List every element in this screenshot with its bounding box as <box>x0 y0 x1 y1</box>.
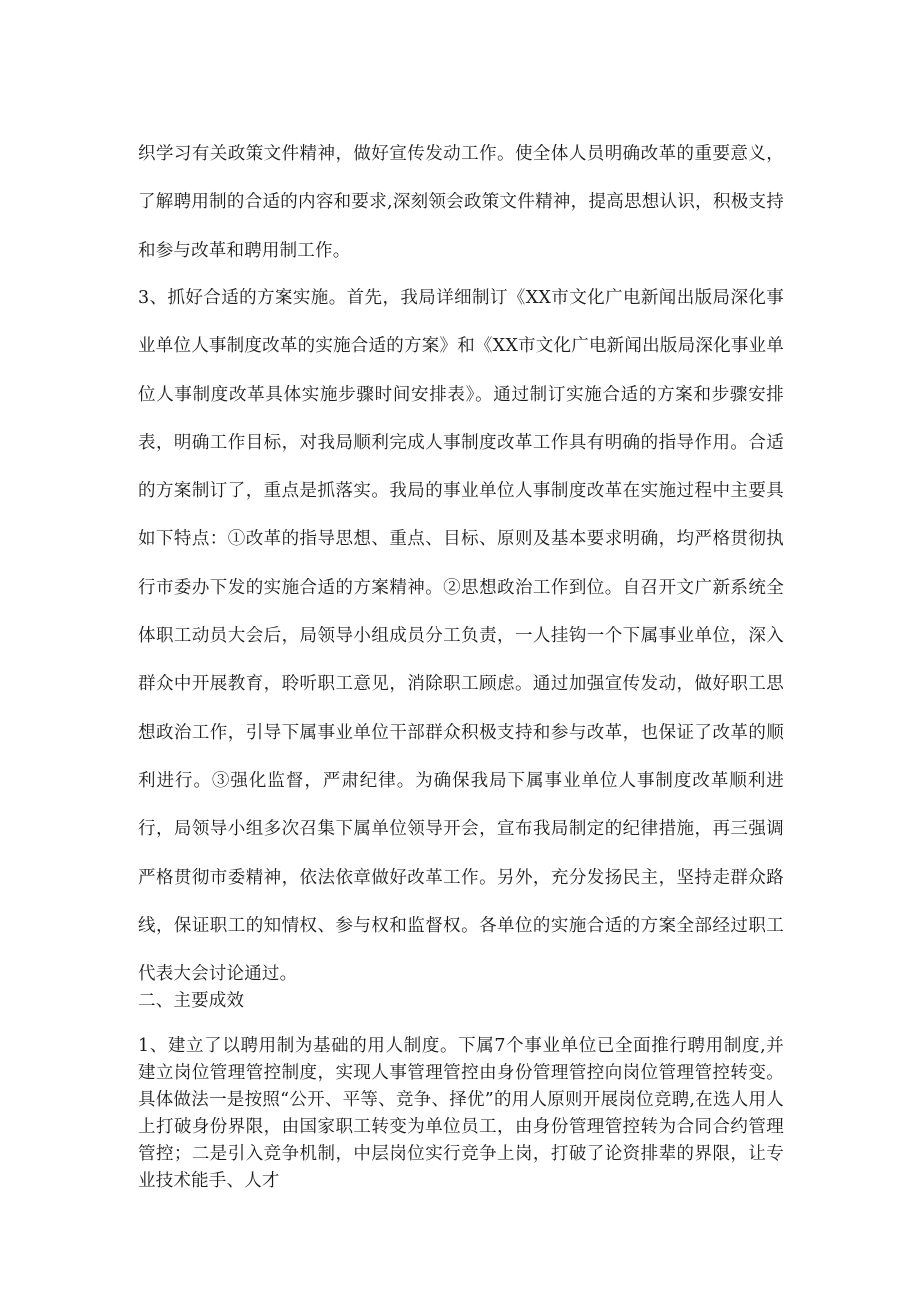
section-heading-main-results: 二、主要成效 <box>138 991 245 1011</box>
paragraph-policy-study: 织学习有关政策文件精神，做好宣传发动工作。使全体人员明确改革的重要意义，了解聘用制的合适的内容和要求,深刻领会政策文件精神，提高思想认识，积极支持和参与改革和聘用制工作。 <box>138 144 784 261</box>
paragraph-plan-implementation: 3、抓好合适的方案实施。首先，我局详细制订《XX市文化广电新闻出版局深化事业单位人事制度改革的实施合适的方案》和《XX市文化广电新闻出版局深化事业单位人事制度改革具体实施步骤时间安排表》。通过制订实施合适的方案和步骤安排表，明确工作目标，对我局顺利完成人事制度改革工作具有明确的指导作用。合适的方案制订了，重点是抓落实。我局的事业单位人事制度改革在实施过程中主要具如下特点：①改革的指导思想、重点、目标、原则及基本要求明确，均严格贯彻执行市委办下发的实施合适的方案精神。②思想政治工作到位。自召开文广新系统全体职工动员大会后，局领导小组成员分工负责，一人挂钩一个下属事业单位，深入群众中开展教育，聆听职工意见，消除职工顾虑。通过加强宣传发动，做好职工思想政治工作，引导下属事业单位干部群众积极支持和参与改革，也保证了改革的顺利进行。③强化监督，严肃纪律。为确保我局下属事业单位人事制度改革顺利进行，局领导小组多次召集下属单位领导开会，宣布我局制定的纪律措施，再三强调严格贯彻市委精神，依法依章做好改革工作。另外，充分发扬民主，坚持走群众路线，保证职工的知情权、参与权和监督权。各单位的实施合适的方案全部经过职工代表大会讨论通过。 <box>138 288 784 985</box>
paragraph-employment-system: 1、建立了以聘用制为基础的用人制度。下属7个事业单位已全面推行聘用制度,并建立岗位管理管控制度，实现人事管理管控由身份管理管控向岗位管理管控转变。具体做法一是按照“公开、平等、竞争、择优”的用人原则开展岗位竞聘,在选人用人上打破身份界限，由国家职工转变为单位员工，由身份管理管控转为合同合约管理管控；二是引入竞争机制，中层岗位实行竞争上岗，打破了论资排辈的界限，让专业技术能手、人才 <box>138 1036 784 1191</box>
